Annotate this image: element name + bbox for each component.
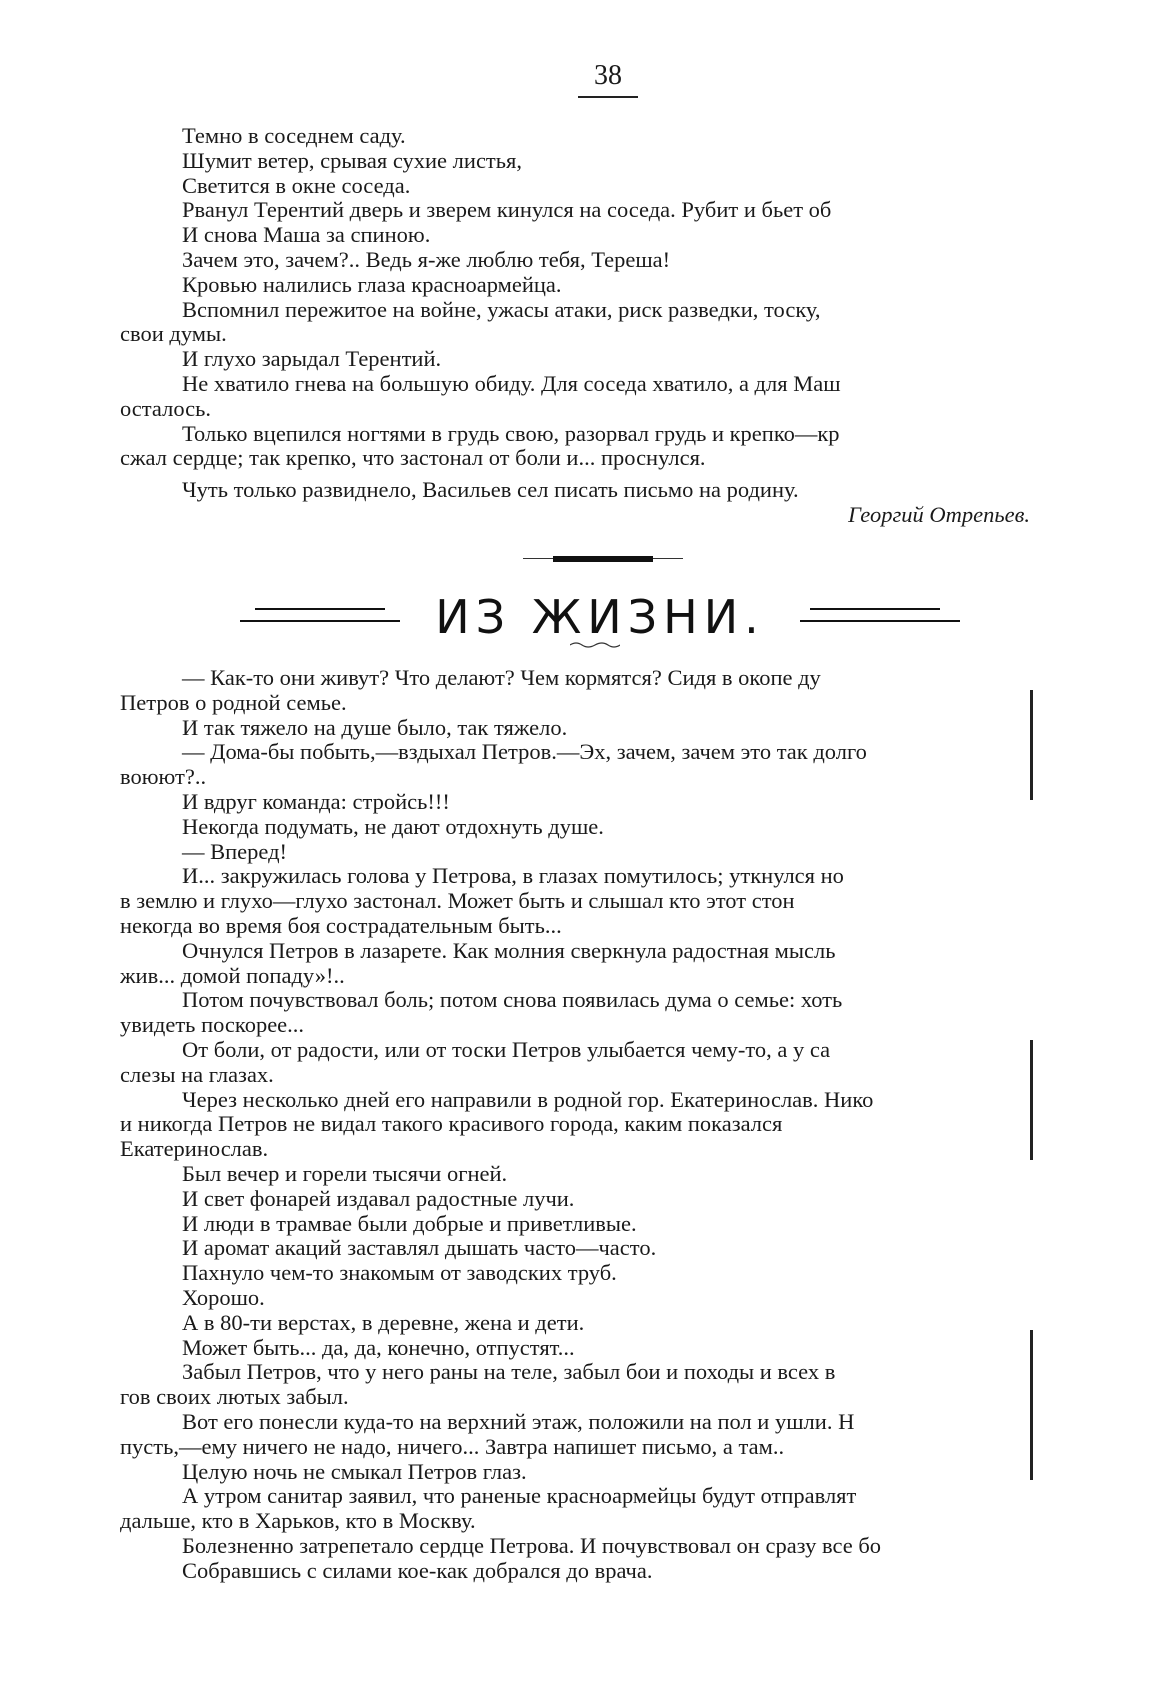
heading-squiggle-ornament: [570, 641, 620, 649]
text-line: И свет фонарей издавал радостные лучи.: [182, 1186, 575, 1211]
text-line: Был вечер и горели тысячи огней.: [182, 1161, 508, 1186]
text-line: пусть,—ему ничего не надо, ничего... Завтра напишет письмо, а там..: [120, 1434, 785, 1459]
author-signature: Георгий Отрепьев.: [848, 502, 1030, 527]
text-line: Очнулся Петров в лазарете. Как молния сверкнула радостная мысль: [182, 938, 836, 963]
text-line: Хорошо.: [182, 1285, 265, 1310]
text-line: дальше, кто в Харьков, кто в Москву.: [120, 1509, 476, 1534]
text-line: Кровью налились глаза красноармейца.: [182, 272, 562, 297]
text-line: воюют?..: [120, 765, 207, 790]
text-line: Через несколько дней его направили в родной гор. Екатеринослав. Нико: [182, 1087, 874, 1112]
text-line: свои думы.: [120, 322, 227, 347]
section-heading-row: [240, 592, 970, 642]
text-line: жив... домой попаду»!..: [120, 963, 345, 988]
text-line: И глухо зарыдал Терентий.: [182, 347, 442, 372]
text-line: Некогда подумать, не дают отдохнуть душе.: [182, 814, 604, 839]
text-line: осталось.: [120, 396, 211, 421]
text-line: Вспомнил пережитое на войне, ужасы атаки, риск разведки, тоску,: [182, 297, 821, 322]
text-line: сжал сердце; так крепко, что застонал от боли и... проснулся.: [120, 446, 706, 471]
text-line: Темно в соседнем саду.: [182, 124, 406, 148]
text-line: И... закружилась голова у Петрова, в глазах помутилось; уткнулся но: [182, 864, 844, 889]
text-line: и никогда Петров не видал такого красивого города, каким показался: [120, 1112, 783, 1137]
text-line: некогда во время боя сострадательным быть...: [120, 913, 562, 938]
text-line: И люди в трамвае были добрые и приветливые.: [182, 1211, 637, 1236]
text-line: Может быть... да, да, конечно, отпустят...: [182, 1335, 575, 1360]
text-line: И вдруг команда: стройсь!!!: [182, 789, 450, 814]
page-edge-shadow: [1030, 1330, 1033, 1480]
page-number: 38: [578, 60, 638, 98]
section-2-text: [120, 666, 1030, 1583]
text-line: гов своих лютых забыл.: [120, 1385, 349, 1410]
text-line: От боли, от радости, или от тоски Петров улыбается чему-то, а у са: [182, 1037, 831, 1062]
text-line: Только вцепился ногтями в грудь свою, разорвал грудь и крепко—кр: [182, 421, 840, 446]
section-1-text: [120, 124, 1030, 528]
text-line: И так тяжело на душе было, так тяжело.: [182, 715, 568, 740]
text-line: Екатеринослав.: [120, 1137, 269, 1162]
text-line: Вот его понесли куда-то на верхний этаж, положили на пол и ушли. Н: [182, 1409, 855, 1434]
text-line: Шумит ветер, срывая сухие листья,: [182, 148, 522, 173]
text-line: Петров о родной семье.: [120, 690, 347, 715]
text-line: А в 80-ти верстах, в деревне, жена и дети.: [182, 1310, 585, 1335]
text-line: А утром санитар заявил, что раненые красноармейцы будут отправлят: [182, 1484, 857, 1509]
text-line: Целую ночь не смыкал Петров глаз.: [182, 1459, 527, 1484]
text-line: слезы на глазах.: [120, 1062, 274, 1087]
text-line: Потом почувствовал боль; потом снова появилась дума о семье: хоть: [182, 988, 843, 1013]
text-line: — Как-то они живут? Что делают? Чем кормятся? Сидя в окопе ду: [182, 666, 821, 690]
text-line: в землю и глухо—глухо застонал. Может быть и слышал кто этот стон: [120, 889, 795, 914]
section-heading: ИЗ ЖИЗНИ.: [435, 590, 765, 644]
text-line: Зачем это, зачем?.. Ведь я-же люблю тебя, Тереша!: [182, 247, 671, 272]
text-line: Болезненно затрепетало сердце Петрова. И почувствовал он сразу все бо: [182, 1533, 882, 1558]
text-line: — Вперед!: [182, 839, 288, 864]
text-line: увидеть поскорее...: [120, 1013, 305, 1038]
text-line: И аромат акаций заставлял дышать часто—часто.: [182, 1236, 657, 1261]
text-line: Забыл Петров, что у него раны на теле, забыл бои и походы и всех в: [182, 1360, 836, 1385]
text-line: — Дома-бы побыть,—вздыхал Петров.—Эх, зачем, зачем это так долго: [182, 740, 867, 765]
page-edge-shadow: [1030, 690, 1033, 800]
page-edge-shadow: [1030, 1040, 1033, 1160]
text-line: Рванул Терентий дверь и зверем кинулся на соседа. Рубит и бьет об: [182, 198, 832, 223]
text-line: Пахнуло чем-то знакомым от заводских труб.: [182, 1261, 617, 1286]
section-divider-ornament: [523, 554, 683, 566]
text-line: Не хватило гнева на большую обиду. Для соседа хватило, а для Маш: [182, 371, 841, 396]
text-line: Собравшись с силами кое-как добрался до врача.: [182, 1558, 653, 1583]
text-line: И снова Маша за спиною.: [182, 223, 431, 248]
text-line: Светится в окне соседа.: [182, 173, 411, 198]
text-line: Чуть только развиднело, Васильев сел писать письмо на родину.: [182, 478, 799, 503]
